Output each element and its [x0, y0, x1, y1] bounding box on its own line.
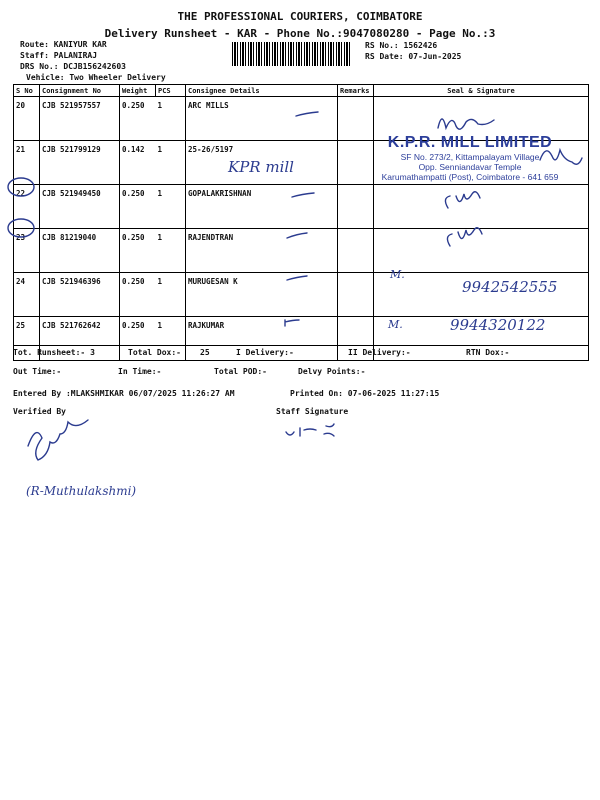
row-consignment: CJB 81219040 — [40, 229, 120, 273]
row-consignee: 25-26/5197 — [186, 141, 338, 185]
row-sno: 23 — [14, 229, 40, 273]
stamp-line: Opp. Senniandavar Temple — [418, 162, 522, 172]
row-pcs: 1 — [156, 97, 186, 141]
stamp-company-name: K.P.R. MILL LIMITED — [387, 134, 553, 151]
delivery-tick-mark — [285, 320, 299, 326]
total-dox-label: Total Dox:- — [128, 348, 181, 357]
row-weight: 0.142 — [120, 141, 156, 185]
staff-label: Staff: PALANIRAJ — [20, 51, 98, 60]
total-runsheet: Tot. Runsheet:- 3 — [13, 348, 95, 357]
delivery-tick-mark — [296, 112, 318, 116]
col-seal: Seal & Signature — [374, 85, 589, 97]
signature-scribble — [438, 119, 494, 129]
row-pcs: 1 — [156, 273, 186, 317]
rtn-dox: RTN Dox:- — [466, 348, 510, 357]
delvy-points: Delvy Points:- — [298, 367, 366, 376]
signature-scribble — [445, 192, 480, 208]
in-time: In Time:- — [118, 367, 162, 376]
col-sno: S No — [14, 85, 40, 97]
row-weight: 0.250 — [120, 229, 156, 273]
row-pcs: 1 — [156, 185, 186, 229]
rs-number: RS No.: 1562426 — [365, 41, 438, 50]
divider — [13, 345, 588, 346]
vehicle-label: Vehicle: Two Wheeler Delivery — [26, 73, 166, 82]
handwritten-phone: 9944320122 — [450, 316, 546, 334]
handwritten-initials: M. — [390, 268, 405, 281]
row-sno: 24 — [14, 273, 40, 317]
drs-number: DRS No.: DCJB156242603 — [20, 62, 126, 71]
printed-on: Printed On: 07-06-2025 11:27:15 — [290, 389, 440, 398]
signature-scribble — [447, 228, 482, 246]
out-time: Out Time:- — [13, 367, 62, 376]
handwritten-verifier-name: (R-Muthulakshmi) — [26, 484, 137, 498]
row-consignment: CJB 521957557 — [40, 97, 120, 141]
stamp-line: Karumathampatti (Post), Coimbatore - 641 659 — [381, 172, 559, 182]
row-pcs: 1 — [156, 141, 186, 185]
stamp-line: SF No. 273/2, Kittampalayam Village — [400, 152, 540, 162]
row-consignment: CJB 521949450 — [40, 185, 120, 229]
company-title: THE PROFESSIONAL COURIERS, COIMBATORE — [177, 10, 423, 23]
row-sno: 20 — [14, 97, 40, 141]
row-pcs: 1 — [156, 317, 186, 361]
col-remarks: Remarks — [338, 85, 374, 97]
row-weight: 0.250 — [120, 185, 156, 229]
row-sno: 22 — [14, 185, 40, 229]
company-stamp — [372, 134, 568, 182]
delivery-tick-mark — [287, 233, 307, 238]
circle-mark — [8, 178, 34, 196]
row-consignee: RAJENDTRAN — [186, 229, 338, 273]
col-weight: Weight — [120, 85, 156, 97]
row-consignee: GOPALAKRISHNAN — [186, 185, 338, 229]
col-consignment: Consignment No — [40, 85, 120, 97]
row-consignment: CJB 521762642 — [40, 317, 120, 361]
row-weight: 0.250 — [120, 97, 156, 141]
row-weight: 0.250 — [120, 317, 156, 361]
signature-scribble — [286, 424, 334, 436]
delivery-tick-mark — [287, 276, 307, 280]
row-consignee: ARC MILLS — [186, 97, 338, 141]
total-dox-value: 25 — [200, 348, 210, 357]
handwritten-initials: M. — [388, 318, 403, 331]
row-consignee: RAJKUMAR — [186, 317, 338, 361]
rs-date: RS Date: 07-Jun-2025 — [365, 52, 462, 61]
row-sno: 21 — [14, 141, 40, 185]
handwritten-consignee-note: KPR mill — [228, 158, 294, 176]
row-pcs: 1 — [156, 229, 186, 273]
staff-signature-label: Staff Signature — [276, 407, 349, 416]
total-pod: Total POD:- — [214, 367, 267, 376]
row-sno: 25 — [14, 317, 40, 361]
row-weight: 0.250 — [120, 273, 156, 317]
circle-mark — [8, 219, 34, 237]
col-pcs: PCS — [156, 85, 186, 97]
entered-by: Entered By :MLAKSHMIKAR 06/07/2025 11:26:27 AM — [13, 389, 235, 398]
row-consignee: MURUGESAN K — [186, 273, 338, 317]
i-delivery: I Delivery:- — [236, 348, 294, 357]
col-consignee: Consignee Details — [186, 85, 338, 97]
handwritten-phone: 9942542555 — [462, 278, 558, 296]
row-consignment: CJB 521946396 — [40, 273, 120, 317]
row-consignment: CJB 521799129 — [40, 141, 120, 185]
ii-delivery: II Delivery:- — [348, 348, 411, 357]
verified-by-label: Verified By — [13, 407, 66, 416]
runsheet-subtitle: Delivery Runsheet - KAR - Phone No.:9047080280 - Page No.:3 — [104, 27, 496, 40]
signature-scribble — [28, 420, 88, 460]
route-label: Route: KANIYUR KAR — [20, 40, 107, 49]
delivery-tick-mark — [292, 193, 314, 197]
